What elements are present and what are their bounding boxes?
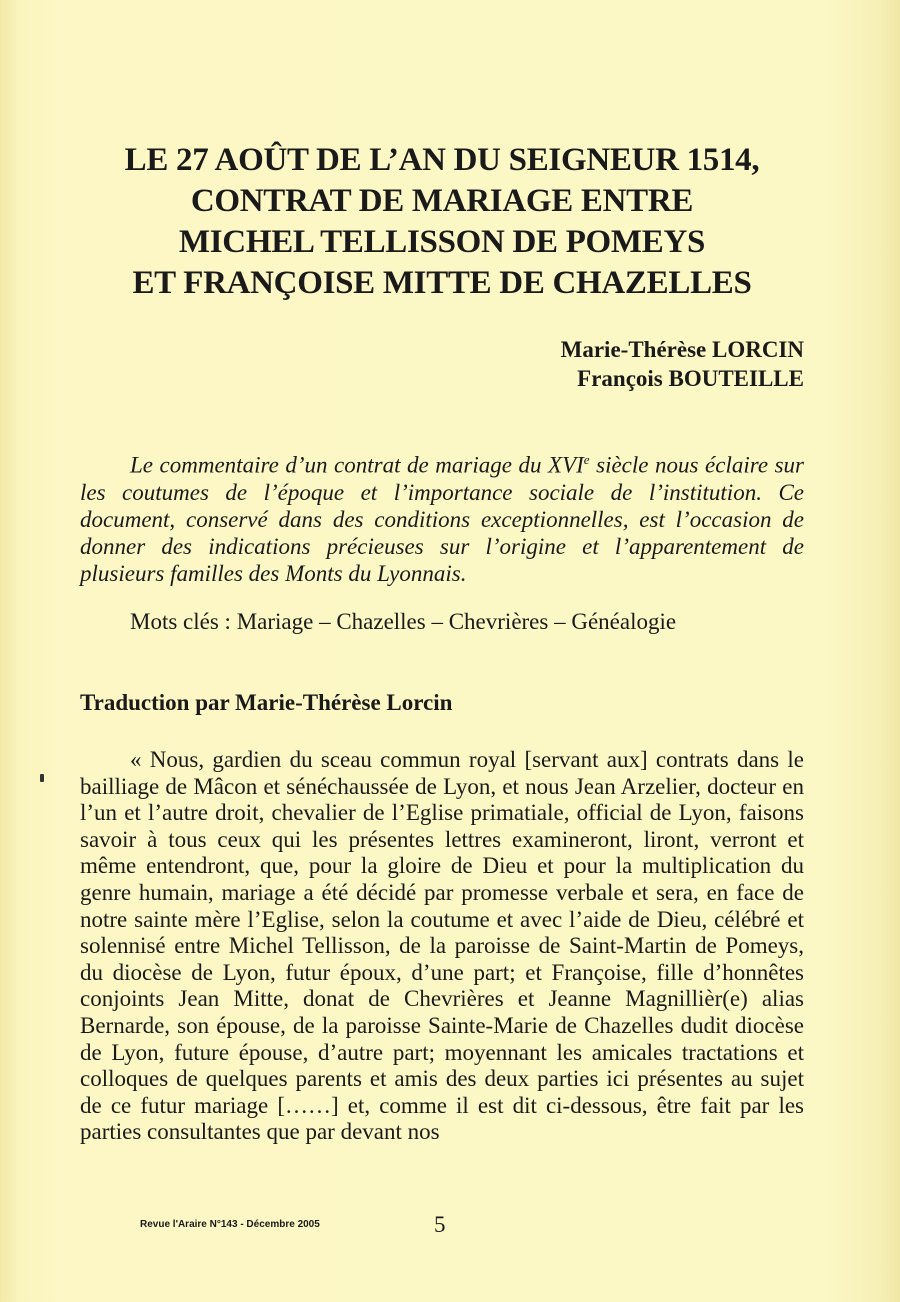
section-heading: Traduction par Marie-Thérèse Lorcin xyxy=(80,690,453,715)
keywords-line: Mots clés : Mariage – Chazelles – Chevrières – Généalogie xyxy=(130,609,677,634)
page-number: 5 xyxy=(434,1212,446,1237)
abstract-text-end: siècle nous éclaire sur les coutumes de l’époque et l’importance sociale de l’institution. Ce document, conservé dans des conditions exceptionnelles, est l’occasion de donner des indications précieuses sur l’origine et l’apparentement de plusieurs familles des Monts du Lyonnais. xyxy=(80,452,804,586)
margin-mark xyxy=(40,774,44,782)
title-line: CONTRAT DE MARIAGE ENTRE xyxy=(190,183,694,219)
author-name: Marie-Thérèse LORCIN xyxy=(560,337,804,362)
footer-publication: Revue l'Araire N°143 - Décembre 2005 xyxy=(140,1219,320,1230)
abstract-text-start: Le commentaire d’un contrat de mariage du XVI xyxy=(130,452,584,478)
title-line: ET FRANÇOISE MITTE DE CHAZELLES xyxy=(132,265,752,301)
author-block xyxy=(561,335,804,393)
body-paragraph: « Nous, gardien du sceau commun royal [servant aux] contrats dans le bailliage de Mâcon et sénéchaussée de Lyon, et nous Jean Arzelier, docteur en l’un et l’autre droit, chevalier de l’Eglise primatiale, official de Lyon, faisons savoir à tous ceux qui les présentes lettres examineront, liront, verront et même entendront, que, pour la gloire de Dieu et pour la multiplication du genre humain, mariage a été décidé par promesse verbale et sera, en face de notre sainte mère l’Eglise, selon la coutume et avec l’aide de Dieu, célébré et solennisé entre Michel Tellisson, de la paroisse de Saint-Martin de Pomeys, du diocèse de Lyon, futur époux, d’une part; et Françoise, fille d’honnêtes conjoints Jean Mitte, donat de Chevrières et Jeanne Magnillièr(e) alias Bernarde, son épouse, de la paroisse Sainte-Marie de Chazelles dudit diocèse de Lyon, future épouse, d’autre part; moyennant les amicales tractations et colloques de quelques parents et amis des deux parties ici présentes au sujet de ce futur mariage [……] et, comme il est dit ci-dessous, être fait par les parties consultantes que par devant nos xyxy=(80,747,804,1145)
author-name: François BOUTEILLE xyxy=(577,366,804,391)
title-line: LE 27 AOÛT DE L’AN DU SEIGNEUR 1514, xyxy=(124,142,760,178)
article-title xyxy=(80,140,804,304)
abstract-paragraph xyxy=(80,446,804,587)
abstract-superscript: e xyxy=(583,452,590,467)
title-line: MICHEL TELLISSON DE POMEYS xyxy=(178,224,706,260)
